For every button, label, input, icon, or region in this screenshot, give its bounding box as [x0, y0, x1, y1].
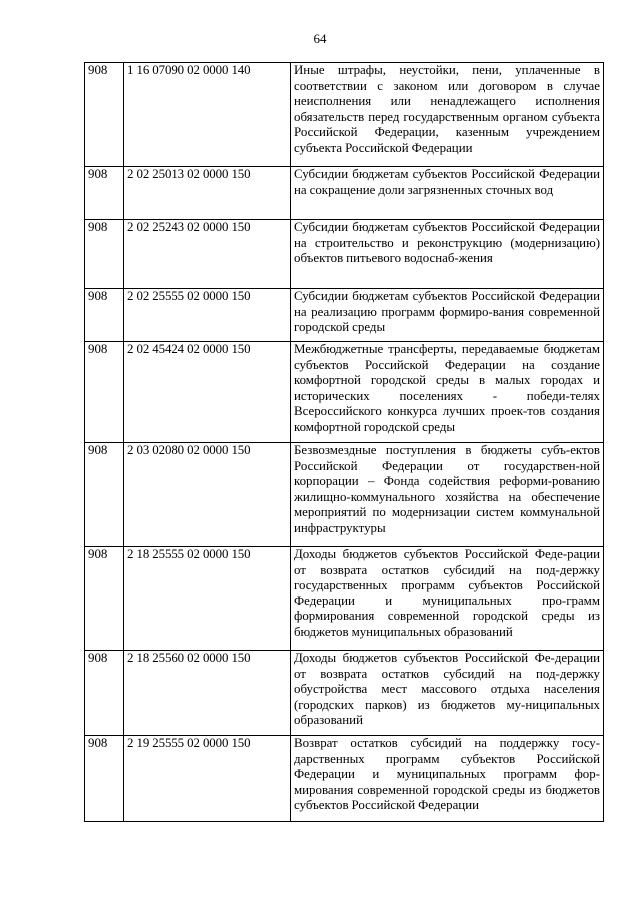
table-row	[85, 167, 604, 220]
description-cell: Межбюджетные трансферты, передаваемые бюджетам субъектов Российской Федерации на создание комфортной городской среды в малых городах и исторических поселениях - победи-телях Всероссийского конкурса лучших проек-тов создания комфортной городской среды	[291, 342, 604, 443]
page-number: 64	[313, 31, 327, 46]
description-cell: Субсидии бюджетам субъектов Российской Федерации на строительство и реконструкцию (модернизацию) объектов питьевого водоснаб-жения	[291, 220, 604, 289]
admin-code-cell: 908	[85, 443, 124, 547]
table-row	[85, 651, 604, 736]
admin-code-cell: 908	[85, 651, 124, 736]
table-row	[85, 736, 604, 822]
description-cell: Субсидии бюджетам субъектов Российской Федерации на реализацию программ формиро-вания современной городской среды	[291, 289, 604, 342]
table-row	[85, 547, 604, 651]
budget-code-cell: 2 18 25560 02 0000 150	[124, 651, 291, 736]
budget-code-cell: 2 18 25555 02 0000 150	[124, 547, 291, 651]
budget-codes-table	[84, 62, 604, 822]
budget-code-cell: 1 16 07090 02 0000 140	[124, 63, 291, 167]
admin-code-cell: 908	[85, 167, 124, 220]
budget-code-cell: 2 03 02080 02 0000 150	[124, 443, 291, 547]
admin-code-cell: 908	[85, 736, 124, 822]
description-cell: Иные штрафы, неустойки, пени, уплаченные в соответствии с законом или договором в случае неисполнения или ненадлежащего исполнения обязательств перед государственным органом субъекта Российской Федерации, казенным учреждением субъекта Российской Федерации	[291, 63, 604, 167]
admin-code-cell: 908	[85, 63, 124, 167]
table-row	[85, 443, 604, 547]
budget-code-cell: 2 02 25243 02 0000 150	[124, 220, 291, 289]
admin-code-cell: 908	[85, 220, 124, 289]
admin-code-cell: 908	[85, 289, 124, 342]
table-row	[85, 342, 604, 443]
description-cell: Безвозмездные поступления в бюджеты субъ-ектов Российской Федерации от государствен-ной корпорации – Фонда содействия реформи-рованию жилищно-коммунального хозяйства на обеспечение мероприятий по модернизации систем коммунальной инфраструктуры	[291, 443, 604, 547]
description-cell: Доходы бюджетов субъектов Российской Фе-дерации от возврата остатков субсидий на под-держку обустройства мест массового отдыха населения (городских парков) из бюджетов му-ниципальных образований	[291, 651, 604, 736]
budget-code-cell: 2 19 25555 02 0000 150	[124, 736, 291, 822]
admin-code-cell: 908	[85, 342, 124, 443]
budget-code-cell: 2 02 25013 02 0000 150	[124, 167, 291, 220]
description-cell: Субсидии бюджетам субъектов Российской Федерации на сокращение доли загрязненных сточных вод	[291, 167, 604, 220]
admin-code-cell: 908	[85, 547, 124, 651]
description-cell: Доходы бюджетов субъектов Российской Феде-рации от возврата остатков субсидий на под-держку государственных программ субъектов Российской Федерации и муниципальных про-грамм формирования современной городской среды из бюджетов муниципальных образований	[291, 547, 604, 651]
table-row	[85, 220, 604, 289]
table-row	[85, 63, 604, 167]
table-row	[85, 289, 604, 342]
budget-code-cell: 2 02 25555 02 0000 150	[124, 289, 291, 342]
description-cell: Возврат остатков субсидий на поддержку госу-дарственных программ субъектов Российской Федерации и муниципальных программ фор-мирования современной городской среды из бюджетов субъектов Российской Федерации	[291, 736, 604, 822]
budget-code-cell: 2 02 45424 02 0000 150	[124, 342, 291, 443]
